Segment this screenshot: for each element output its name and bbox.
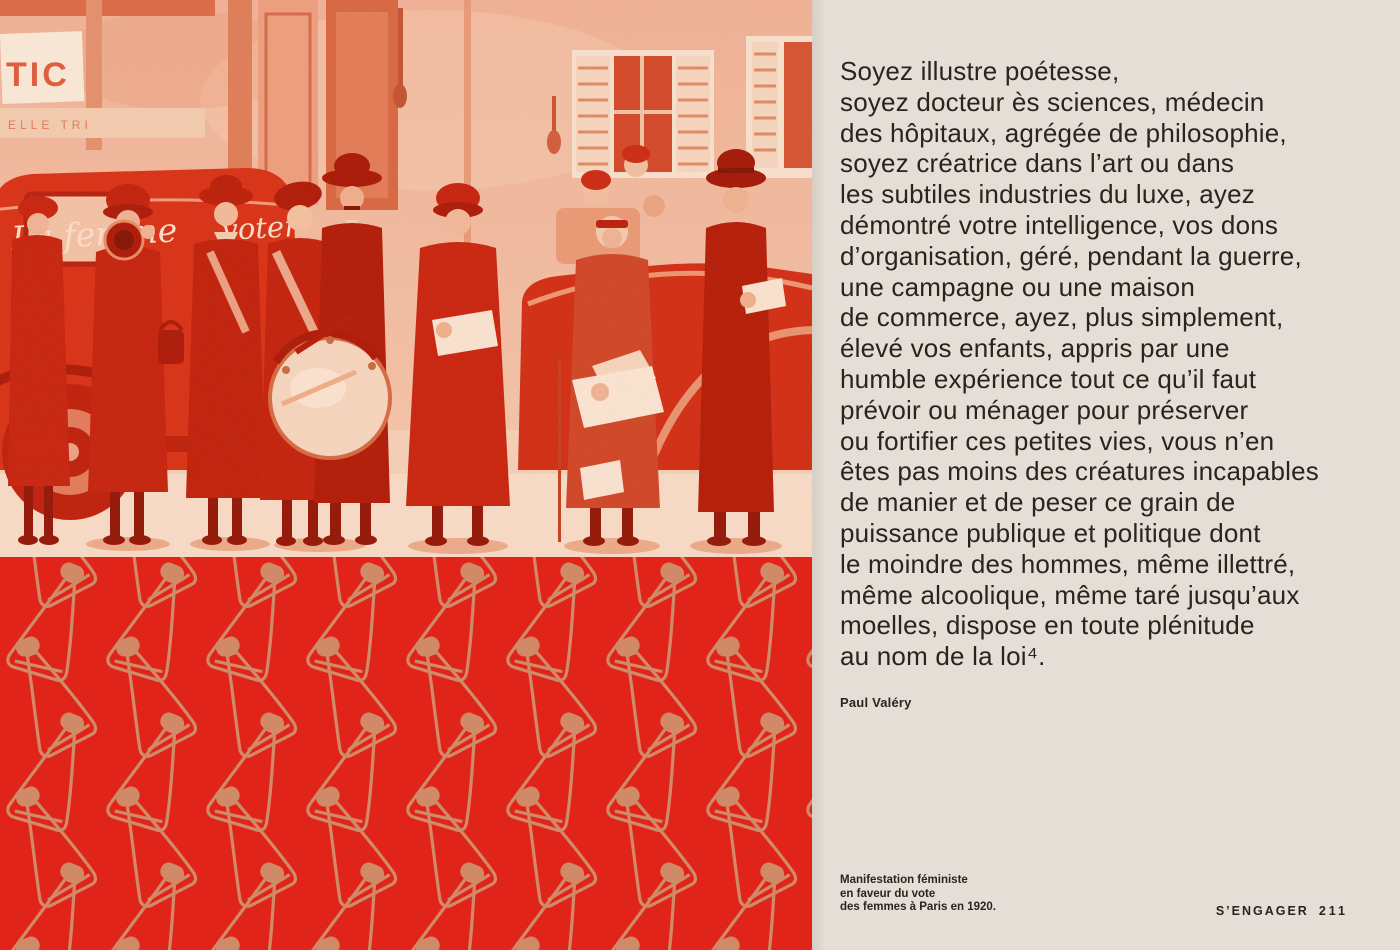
quote-line: humble expérience tout ce qu’il faut	[840, 363, 1257, 394]
megaphone-pattern-block	[0, 557, 812, 950]
quote-line: êtes pas moins des créatures incapables	[840, 456, 1319, 487]
valery-quote	[840, 56, 1390, 672]
quote-line: puissance publique et politique dont	[840, 517, 1261, 548]
page-number: 211	[1318, 904, 1348, 918]
photo-grain	[0, 0, 812, 557]
quote-line: au nom de la loi⁴.	[840, 641, 1046, 672]
page-footer	[1216, 904, 1348, 918]
demonstration-photo	[0, 0, 812, 557]
caption-line: Manifestation féministe	[840, 874, 968, 886]
quote-line: Soyez illustre poétesse,	[840, 56, 1120, 86]
quote-line: de manier et de peser ce grain de	[840, 487, 1236, 518]
caption-line: des femmes à Paris en 1920.	[840, 901, 996, 913]
quote-line: des hôpitaux, agrégée de philosophie,	[840, 117, 1287, 148]
caption-line: en faveur du vote	[840, 887, 936, 900]
quote-line: une campagne ou une maison	[840, 271, 1196, 302]
quote-line: d’organisation, géré, pendant la guerre,	[840, 240, 1302, 271]
quote-line: prévoir ou ménager pour préserver	[840, 394, 1249, 425]
quote-attribution: Paul Valéry	[840, 695, 912, 710]
quote-line: élevé vos enfants, appris par une	[840, 333, 1230, 364]
quote-line: soyez créatrice dans l’art ou dans	[840, 148, 1235, 179]
quote-line: même alcoolique, même taré jusqu’aux	[840, 579, 1300, 610]
quote-line: démontré votre intelligence, vos dons	[840, 209, 1279, 240]
quote-line: soyez docteur ès sciences, médecin	[840, 86, 1265, 117]
quote-line: les subtiles industries du luxe, ayez	[840, 179, 1255, 210]
photo-caption	[840, 874, 1070, 915]
quote-line: ou fortifier ces petites vies, vous n’en	[840, 425, 1275, 456]
quote-line: le moindre des hommes, même illettré,	[840, 548, 1296, 579]
section-title: S’ENGAGER	[1215, 904, 1309, 918]
quote-line: de commerce, ayez, plus simplement,	[840, 302, 1284, 333]
page-gutter-shadow	[812, 0, 826, 950]
right-page	[812, 0, 1400, 950]
quote-line: moelles, dispose en toute plénitude	[840, 610, 1255, 641]
